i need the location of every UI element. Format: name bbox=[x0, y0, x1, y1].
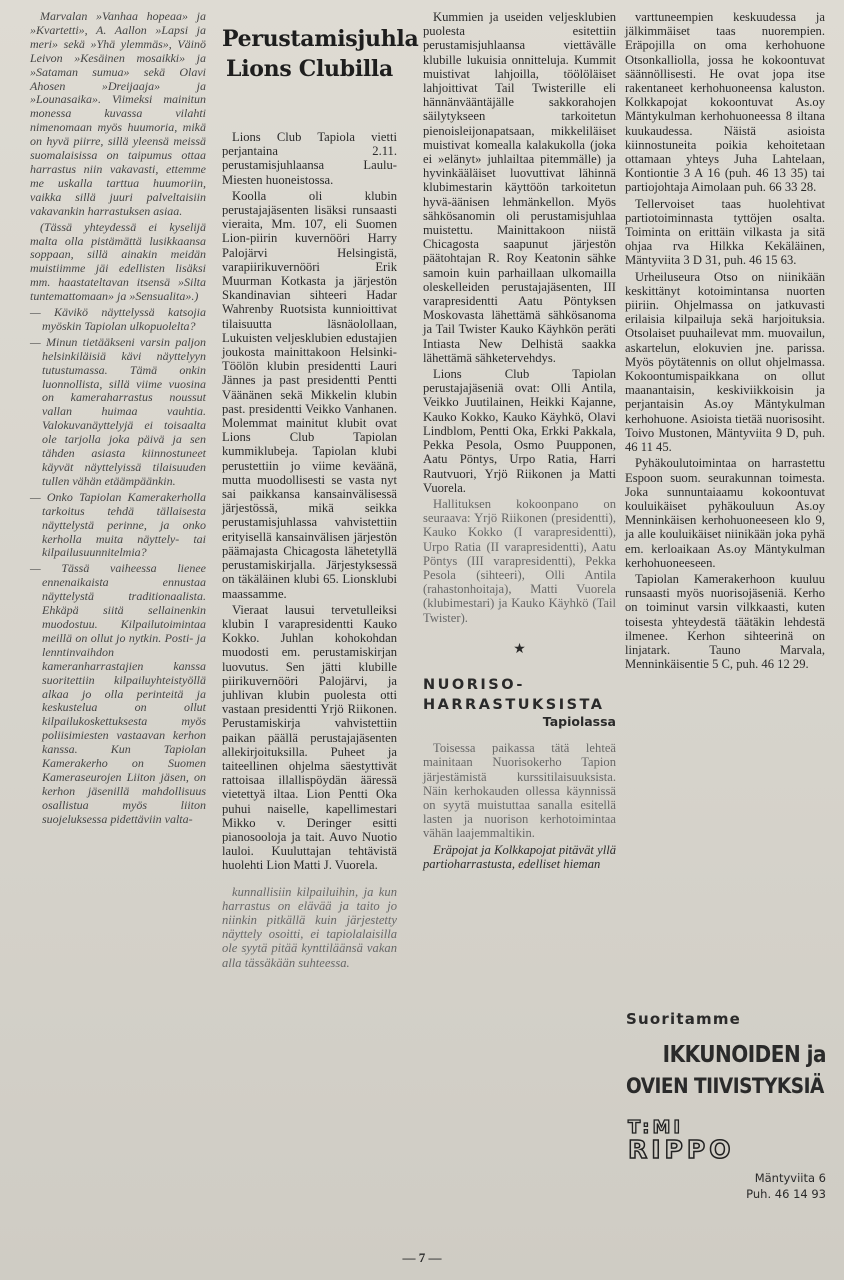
article-paragraph: Eräpojat ja Kolkkapojat pitävät yllä partioharrastusta, edelliset hieman bbox=[423, 842, 616, 871]
ad-service-line: OVIEN TIIVISTYKSIÄ bbox=[626, 1074, 824, 1099]
article-paragraph: (Tässä yhteydessä ei kyselijä malta olla pistämättä lusikkaansa soppaan, sillä ainakin meidän muistiimme jäi edellisten lisäksi mm. haastateltavan itsensä »Silta tuntemattomaan» ja »Sensualita».) bbox=[30, 219, 206, 304]
page-number: — 7 — bbox=[402, 1250, 442, 1265]
article-paragraph: Toisessa paikassa tätä lehteä mainitaan Nuorisokerho Tapion järjestämistä kurssitilaisuuksista. Näin kerhokauden ollessa käynnissä on syytä muistuttaa sanalla esitellä lasten ja nuorison kerhotoimintaa vähän laajemmaltikin. bbox=[423, 741, 616, 841]
article-paragraph: Urheiluseura Otso on niinikään keskittänyt kotoimintansa nuorten piiriin. Ohjelmassa on jatkuvasti erilaisia kilpailuja sekä harjoituksia. Otsolaiset puuhailevat mm. muovailun, askartelun, elokuvien jne. parissa. Myös pöytätennis on ollut ohjelmassa. Kokoontumispaikkana on ollut maanantaisin, keskiviikkoisin ja perjantaisin As.oy Mäntykulman kerhohuone. Asioista tietää nuorisosiht. Toivo Mustonen, Mäntyviita 9 D, puh. 46 11 45. bbox=[625, 269, 825, 455]
article-headline: Perustamisjuhla Lions Clubilla bbox=[222, 26, 419, 82]
interview-question: — Onko Tapiolan Kamerakerholla tarkoitus tehdä tällaisesta näyttelystä perinne, ja onko kerholla muita näyttely- tai kilpailusuunnitelmia? bbox=[30, 489, 206, 560]
interview-question: — Kävikö näyttelyssä katsojia myöskin Tapiolan ulkopuolelta? bbox=[30, 305, 206, 333]
article-paragraph: Vieraat lausui tervetulleiksi klubin I varapresidentti Kauko Kokko. Juhlan kohokohdan muodosti em. perustamiskirjan luovutus. Sen jätti klubille piirikuvernööri Palojärvi, ja juhlivan klubin puolesta otti vastaan presidentti Yrjö Riikonen. Perustamiskirja vahvistettiin paikan päällä perustajajäsenten allekirjoituksilla. Puheet ja taiteellinen ohjelma säestyttivät rattoisaa illallispöydän ääressä vietettyä iltaa. Lion Pentti Oka puhui naiselle, kapellimestari Mikko v. Deringer esitti pianosooloja ja tait. Auvo Nuotio lauloi. Kuuluttajan tehtävistä huolehti Lion Matti J. Vuorela. bbox=[222, 602, 397, 873]
youth-article-headline: NUORISO-HARRASTUKSISTA bbox=[423, 676, 605, 713]
continued-text: kunnallisiin kilpailuihin, ja kun harrastus on elävää ja taito jo niinkin pitkällä kuin järjestetty näyttely osoitti, ei tapiolalaisilla ole syytä pitää kynttiläänsä vakan alla tässäkään suhteessa. bbox=[222, 884, 397, 970]
company-logo bbox=[626, 1115, 774, 1161]
interview-answer: — Tässä vaiheessa lienee ennenaikaista ennustaa näyttelystä traditionaalista. Ehkäpä siitä sellainenkin muodostuu. Kilpailutoimintaa meillä on ollut jo nytkin. Posti- ja lenntinvaihdon kameranharrastajien kanssa suoritettiin kilpailuyhteistyöllä alkaa jo olla perinteitä ja keskustelua on ollut kilpailukoskettuksesta myös poliisimiesten vastaavan kerhon kanssa. Kun Tapiolan Kamerakerho on Suomen Kameraseurojen Liiton jäsen, on kerhon jäsenillä mahdollisuus osallistua myös liiton suojeluksessa pidettäviin valta- bbox=[30, 561, 206, 826]
article-paragraph: Lions Club Tapiola vietti perjantaina 2.11. perustamisjuhlaansa Laulu-Miesten huoneistossa. bbox=[222, 130, 397, 187]
column-third bbox=[423, 10, 616, 873]
ad-address: Mäntyviita 6 bbox=[754, 1171, 826, 1185]
article-paragraph: Lions Club Tapiolan perustajajäseniä ovat: Olli Antila, Veikko Juutilainen, Heikki Kajanne, Kauko Kokko, Kauko Käyhkö, Olavi Lindblom, Pentti Oka, Erkki Pakkala, Pekka Pesola, Osmo Puupponen, Aatu Pöntys, Urpo Ratia, Harri Rautvuori, Yrjö Riikonen ja Matti Vuorela. bbox=[423, 367, 616, 495]
column-lions-article bbox=[222, 10, 419, 972]
advertisement bbox=[626, 1010, 826, 1202]
article-paragraph: Kummien ja useiden veljesklubien puolesta esitettiin perustamisjuhlaansa viettävälle klubille lukuisia onnitteluja. Kummit muistivat lahjoilla, töölöläiset lahjoittivat Tail Twisterille eli hännänvääntäjälle sakkorahojen säilytykseen tarkoitetun pienoisleijonapatsaan, mikkeliläiset muistivat komealla kalakukolla (joka ei »elänyt» juhlailtaa pitemmälle) ja hyvinkääläiset luovuttivat lähinnä klubimestarin käyttöön tarkoitetun hyvä-äänisen lehmänkellon. Myös sähkösanomin oli perustamisjuhlaa muistettu. Mainittakoon niistä Chicagosta saapunut järjestön päätohtajan R. Roy Keatonin sähke samoin kuin parhaillaan ulkomailla oleskelleiden perustajajäsenten, III varapresidentti Aatu Pöntyksen Moskovasta lähettämä sähkösanoma ja Tail Twister Kauko Käyhkön peräti Intiasta New Delhistä saakka lähettämä sähketervehdys. bbox=[423, 10, 616, 365]
interview-answer: — Minun tietääkseni varsin paljon helsinkiläisiä kävi näyttelyyn tutustumassa. Tämä onkin luonnollista, sillä viime vuosina on kameraharrastus noussut vallan huimaa vauhtia. Valokuvanäyttelyjä ei toisaalta ole tarjolla joka päivä ja sen tähden asiasta kiinnostuneet käyvät näyttelyissä tilaisuuden tullen vähän etäämpäänkin. bbox=[30, 334, 206, 488]
ad-phone: Puh. 46 14 93 bbox=[746, 1187, 826, 1201]
article-paragraph: Tapiolan Kamerakerhoon kuuluu runsaasti myös nuorisojäseniä. Kerho on toiminut varsin vilkkaasti, kuten toisesta yhteydestä täätäkin lehdestä ilmenee. Kerhon sihteerinä on linjatark. Tauno Marvala, Menninkäisentie 5 C, puh. 46 12 29. bbox=[625, 571, 825, 672]
article-paragraph: Tellervoiset taas huolehtivat partiotoiminnasta tyttöjen osalta. Toiminta on erittäin vilkasta ja sitä ohjaa rva Hilkka Kekäläinen, Mäntyviita 3 D 31, puh. 46 15 63. bbox=[625, 196, 825, 268]
ad-lead-text: Suoritamme bbox=[626, 1010, 742, 1028]
article-paragraph: varttuneempien keskuudessa ja jälkimmäiset taas nuorempien. Eräpojilla on oma kerhohuone Otsonkalliolla, jossa he kokoontuvat säännöllisesti. He ovat jopa itse rakentaneet kerhohuoneensa kaluston. Kolkkapojat kokoontuvat As.oy Mäntykulman kerhohuoneessa 8 iltana kuukaudessa. Näistä asioista kiinnostuneita poikia kehoitetaan ottamaan yhteys Juha Lahtelaan, Kontiontie 3 A 16 (puh. 46 13 35) tai partiojohtaja Aimolaan puh. 66 33 28. bbox=[625, 10, 825, 195]
article-paragraph: Koolla oli klubin perustajajäsenten lisäksi runsaasti vieraita, Mm. 107, eli Suomen Lion-piirin kuvernööri Harry Palojärvi Helsingistä, varapiirikuvernööri Erik Muurman Kotkasta ja järjestön Skandinavian sihteeri Hadar Wahrenby Ruotsista kunnioittivat tilaisuutta läsnäolollaan, Lukuisten veljesklubien edustajien joukosta mainittakoon Helsinki-Töölön klubin presidentti Lauri Jännes ja past presidentti Pentti Väänänen sekä Mikkelin klubin past. presidentti Veikko Vanhanen. Molemmat mainitut klubit ovat Lions Club Tapiolan kummiklubeja. Tapiolan klubi perustettiin jo viime keväänä, mutta muodollisesti se vasta nyt sai paikkansa kansainvälisessä järjestössä, mikä seikka perustamisjuhlassa vahvistettiin erityisellä kansainvälisen järjestön päämajasta Chicagosta lähetetyllä perustamiskirjalla. Järjestyksessä on täkäläinen klubi 65. Lionsklubi maassamme. bbox=[222, 188, 397, 601]
star-separator-icon: ★ bbox=[513, 641, 526, 657]
column-fourth bbox=[625, 10, 825, 673]
youth-article-subheadline: Tapiolassa bbox=[542, 713, 616, 729]
logo-line-1: T:MI bbox=[628, 1117, 684, 1138]
article-paragraph: Marvalan »Vanhaa hopeaa» ja »Kvartetti», A. Aallon »Lapsi ja meri» sekä »Yhä ylemmäs», Väinö Leivon »Kesäinen mosaikki» ja »Sataman sumua» sekä Olavi Ahosen »Dreijaaja» ja »Lounasaika». Viimeksi mainitun monessa kuvassa vilahti nimenomaan myös huumoria, mikä on hyvä piirre, sillä yleensä meissä suomalaisissa on taipumus ottaa harrastus niin vakavasti, ettemme me uskalla tarttua huumoriin, vaikka sillä juuri palveltaisiin vakavankin harrastuksen asiaa. bbox=[30, 9, 206, 218]
ad-service-line: IKKUNOIDEN ja bbox=[662, 1040, 826, 1068]
column-left bbox=[30, 10, 206, 829]
logo-line-2: RIPPO bbox=[628, 1135, 735, 1161]
article-paragraph: Pyhäkoulutoimintaa on harrastettu Espoon suom. seurakunnan toimesta. Joka sunnuntaiaamu kokoontuvat kouluikäiset pyhäkouluun As.oy Menninkäisen kerhohuoneeseen klo 9, ja alle kouluikäiset niinikään joka pyhä em. kerloaikaan As.oy Mäntykulman kerhohuoneeseen. bbox=[625, 456, 825, 570]
article-paragraph: Hallituksen kokoonpano on seuraava: Yrjö Riikonen (presidentti), Kauko Kokko (I varapresidentti), Urpo Ratia (II varapresidentti), Aatu Pöntys (III varapresidentti), Pekka Pesola (sihteeri), Olli Antila (rahastonhoitaja), Matti Vuorela (klubimestari) ja Kauko Käyhkö (Tail Twister). bbox=[423, 496, 616, 625]
